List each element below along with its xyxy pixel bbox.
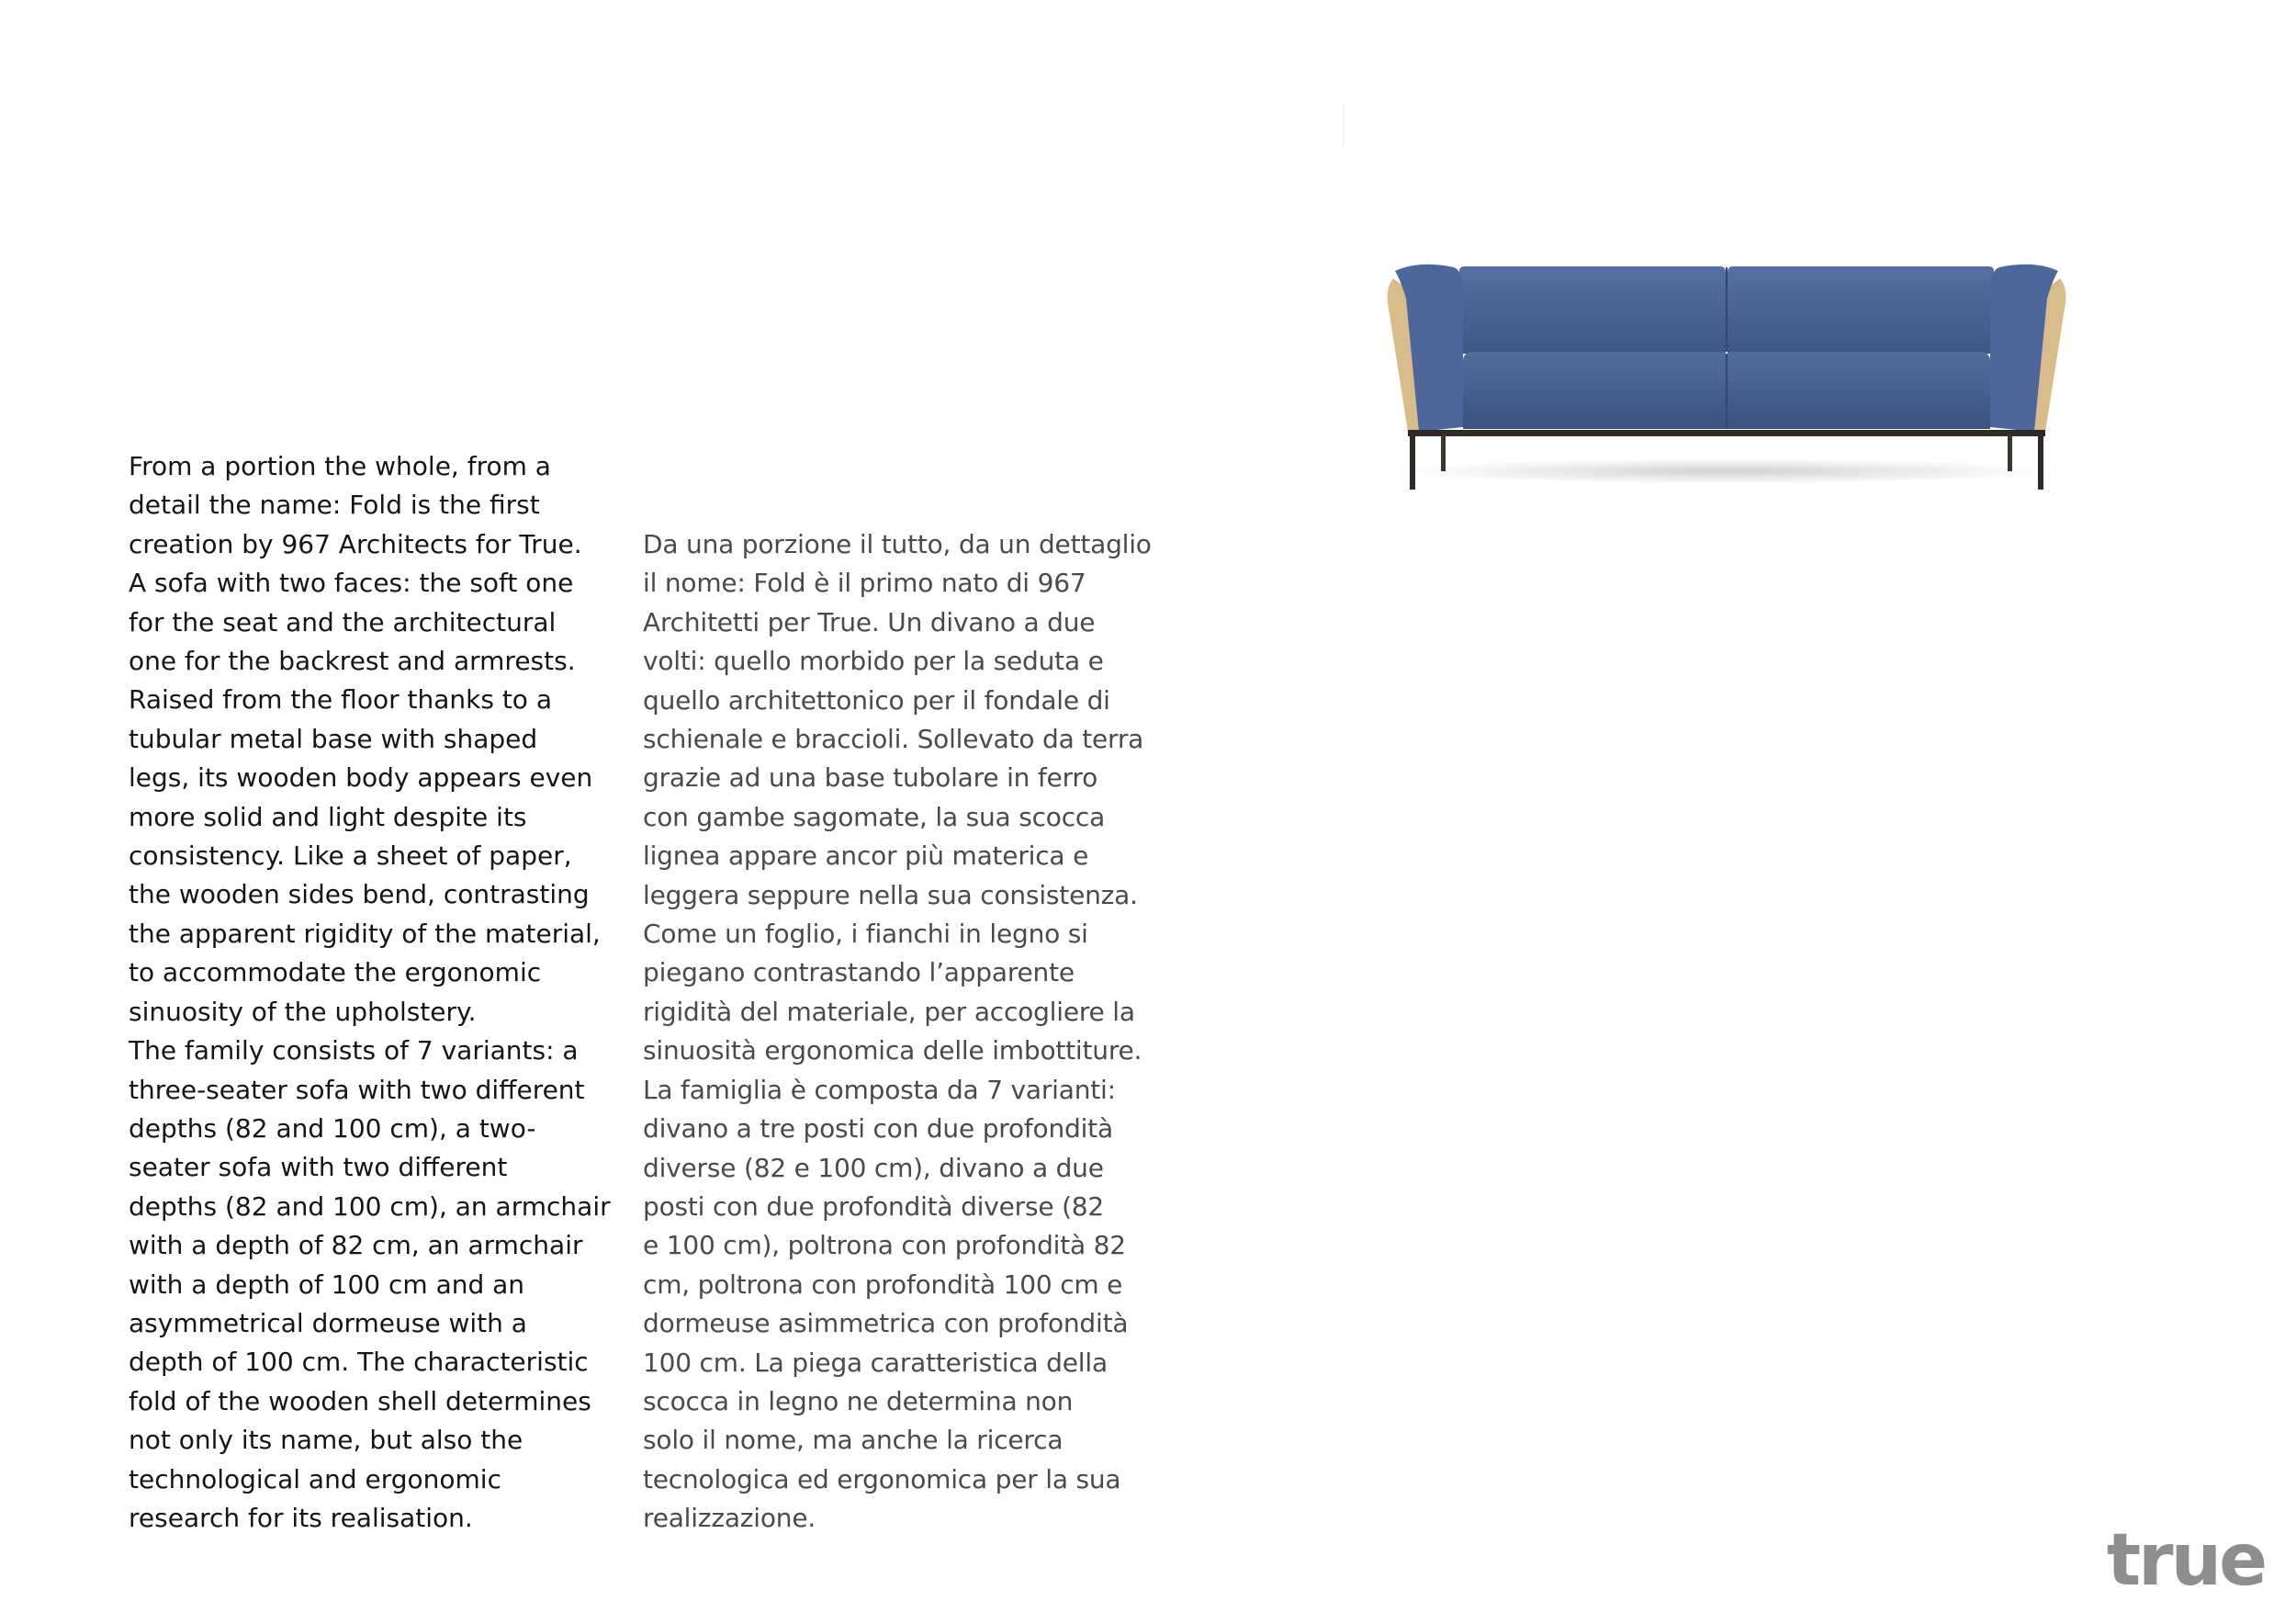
leg-front-left <box>1410 434 1415 490</box>
seat-cushion-left <box>1463 352 1727 429</box>
text-line: cm, poltrona con profondità 100 cm e <box>643 1269 1123 1300</box>
text-line: with a depth of 82 cm, an armchair <box>129 1230 583 1261</box>
text-line: e 100 cm), poltrona con profondità 82 <box>643 1230 1126 1261</box>
text-line: depth of 100 cm. The characteristic <box>129 1347 589 1378</box>
text-line: consistency. Like a sheet of paper, <box>129 840 572 872</box>
text-line: il nome: Fold è il primo nato di 967 <box>643 568 1086 599</box>
text-line: diverse (82 e 100 cm), divano a due <box>643 1152 1104 1183</box>
text-line: asymmetrical dormeuse with a <box>129 1307 527 1338</box>
text-line: sinuosità ergonomica delle imbottiture. <box>643 1035 1142 1066</box>
text-line: the wooden sides bend, contrasting <box>129 879 590 910</box>
text-line: not only its name, but also the <box>129 1425 523 1456</box>
seat-cushion-right <box>1727 352 1990 429</box>
text-line: piegano contrastando l’apparente <box>643 957 1075 988</box>
text-line: depths (82 and 100 cm), a two- <box>129 1112 536 1144</box>
text-line: Da una porzione il tutto, da un dettaglio <box>643 529 1152 559</box>
text-line: volti: quello morbido per la seduta e <box>643 646 1104 677</box>
text-line: three-seater sofa with two different <box>129 1074 585 1105</box>
text-line: lignea appare ancor più materica e <box>643 840 1089 872</box>
text-line: for the seat and the architectural <box>129 606 557 637</box>
text-line: legs, its wooden body appears even <box>129 762 593 794</box>
text-line: the apparent rigidity of the material, <box>129 918 601 949</box>
backrest-left <box>1459 266 1726 354</box>
text-line: rigidità del materiale, per accogliere la <box>643 996 1135 1027</box>
text-line: posti con due profondità diverse (82 <box>643 1190 1105 1222</box>
backrest-right <box>1728 266 1994 354</box>
text-line: sinuosity of the upholstery. <box>129 996 477 1027</box>
italian-description <box>643 525 1152 1539</box>
text-line: with a depth of 100 cm and an <box>129 1269 525 1300</box>
text-line: Architetti per True. Un divano a due <box>643 606 1096 637</box>
leg-back-right <box>2008 434 2012 471</box>
english-description <box>129 447 611 1538</box>
text-line: 100 cm. La piega caratteristica della <box>643 1347 1108 1378</box>
text-line: dormeuse asimmetrica con profondità <box>643 1308 1129 1339</box>
text-line: schienale e braccioli. Sollevato da terra <box>643 724 1144 755</box>
text-line: tubular metal base with shaped <box>129 723 538 754</box>
text-line: The family consists of 7 variants: a <box>129 1035 579 1066</box>
text-line: depths (82 and 100 cm), an armchair <box>129 1190 611 1222</box>
text-line: La famiglia è composta da 7 varianti: <box>643 1074 1116 1105</box>
text-line: research for its realisation. <box>129 1502 473 1533</box>
text-line: scocca in legno ne determina non <box>643 1385 1074 1416</box>
text-line: realizzazione. <box>643 1503 816 1534</box>
text-line: Raised from the floor thanks to a <box>129 684 552 716</box>
text-line: Come un foglio, i fianchi in legno si <box>643 919 1088 950</box>
text-line: con gambe sagomate, la sua scocca <box>643 801 1106 832</box>
text-line: leggera seppure nella sua consistenza. <box>643 879 1138 910</box>
text-line: From a portion the whole, from a <box>129 451 551 481</box>
text-line: creation by 967 Architects for True. <box>129 528 582 559</box>
brand-logo: true <box>2106 1519 2265 1602</box>
text-line: one for the backrest and armrests. <box>129 646 576 677</box>
text-line: fold of the wooden shell determines <box>129 1385 591 1416</box>
text-line: grazie ad una base tubolare in ferro <box>643 762 1098 794</box>
base-frame <box>1408 430 2045 436</box>
text-line: divano a tre posti con due profondità <box>643 1113 1113 1145</box>
text-line: quello architettonico per il fondale di <box>643 684 1110 716</box>
leg-back-left <box>1441 434 1446 471</box>
text-line: more solid and light despite its <box>129 801 527 832</box>
leg-front-right <box>2038 434 2043 490</box>
text-line: solo il nome, ma anche la ricerca <box>643 1425 1064 1456</box>
text-line: to accommodate the ergonomic <box>129 957 542 988</box>
text-line: seater sofa with two different <box>129 1152 508 1183</box>
text-line: tecnologica ed ergonomica per la sua <box>643 1463 1121 1494</box>
text-line: technological and ergonomic <box>129 1463 501 1494</box>
text-line: A sofa with two faces: the soft one <box>129 568 574 599</box>
sofa-image <box>1382 262 2071 510</box>
sofa-shadow <box>1396 458 2057 484</box>
faint-mark <box>1343 106 1345 147</box>
text-line: detail the name: Fold is the first <box>129 490 540 521</box>
